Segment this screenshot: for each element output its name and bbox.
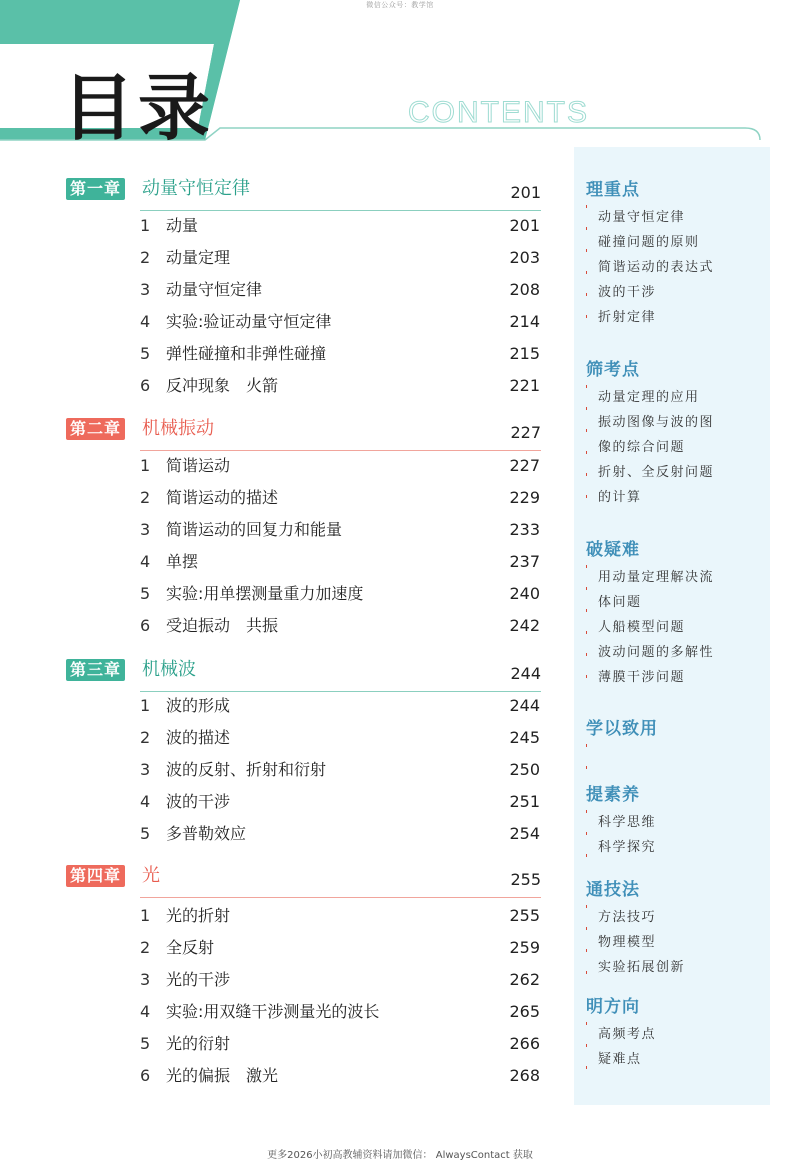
sidebar-item: 简谐运动的表达式 <box>598 260 715 275</box>
entry-page: 250 <box>509 760 540 779</box>
entry-title: 动量定理 <box>166 248 231 267</box>
entry-page: 259 <box>509 938 540 957</box>
toc-entry[interactable] <box>140 1000 540 1024</box>
sidebar-item: 波动问题的多解性 <box>598 645 715 660</box>
chapter-page: 255 <box>510 870 541 889</box>
chapter-divider <box>140 691 541 692</box>
entry-page: 203 <box>509 248 540 267</box>
entry-title: 波的形成 <box>166 696 231 715</box>
sidebar-item: 像的综合问题 <box>598 440 686 455</box>
chapter-divider <box>140 450 541 451</box>
entry-page: 208 <box>509 280 540 299</box>
toc-entry[interactable] <box>140 904 540 928</box>
entry-number: 3 <box>140 760 151 779</box>
entry-page: 251 <box>509 792 540 811</box>
toc-entry[interactable] <box>140 582 540 606</box>
entry-number: 4 <box>140 1002 151 1021</box>
toc-entry[interactable] <box>140 1064 540 1088</box>
entry-title: 光的折射 <box>166 906 231 925</box>
entry-number: 1 <box>140 456 151 475</box>
sidebar-item: 物理模型 <box>598 935 657 950</box>
entry-page: 221 <box>509 376 540 395</box>
toc-entry[interactable] <box>140 614 540 638</box>
footer-note: 更多2026小初高教辅资料请加微信： AlwaysContact 获取 <box>267 1150 533 1161</box>
toc-entry[interactable] <box>140 968 540 992</box>
sidebar-heading: 提素养 <box>586 785 640 805</box>
entry-page: 266 <box>509 1034 540 1053</box>
entry-page: 254 <box>509 824 540 843</box>
entry-number: 5 <box>140 344 151 363</box>
sidebar-item: 折射、全反射问题 <box>598 465 715 480</box>
entry-number: 2 <box>140 938 151 957</box>
sidebar-accent-line <box>586 810 587 860</box>
entry-page: 262 <box>509 970 540 989</box>
sidebar-item: 疑难点 <box>598 1052 642 1067</box>
entry-number: 2 <box>140 728 151 747</box>
contents-subtitle: CONTENTS <box>408 96 589 129</box>
sidebar-heading: 通技法 <box>586 880 640 900</box>
entry-page: 237 <box>509 552 540 571</box>
entry-title: 单摆 <box>166 552 199 571</box>
toc-entry[interactable] <box>140 310 540 334</box>
toc-entry[interactable] <box>140 822 540 846</box>
entry-title: 波的反射、折射和衍射 <box>166 760 327 779</box>
sidebar-accent-line <box>586 905 587 980</box>
entry-title: 实验:用双缝干涉测量光的波长 <box>166 1002 380 1021</box>
entry-title: 波的描述 <box>166 728 231 747</box>
toc-entry[interactable] <box>140 694 540 718</box>
entry-number: 6 <box>140 616 151 635</box>
entry-title: 反冲现象 火箭 <box>166 376 279 395</box>
toc-entry[interactable] <box>140 486 540 510</box>
toc-entry[interactable] <box>140 374 540 398</box>
entry-number: 5 <box>140 824 151 843</box>
sidebar-item: 碰撞问题的原则 <box>598 235 700 250</box>
chapter-page: 201 <box>510 183 541 202</box>
chapter-title: 机械波 <box>142 659 196 680</box>
toc-entry[interactable] <box>140 278 540 302</box>
entry-page: 244 <box>509 696 540 715</box>
entry-page: 215 <box>509 344 540 363</box>
sidebar-item: 薄膜干涉问题 <box>598 670 686 685</box>
entry-title: 动量守恒定律 <box>166 280 263 299</box>
entry-title: 弹性碰撞和非弹性碰撞 <box>166 344 327 363</box>
entry-number: 2 <box>140 248 151 267</box>
entry-title: 光的干涉 <box>166 970 231 989</box>
entry-number: 1 <box>140 696 151 715</box>
entry-number: 3 <box>140 970 151 989</box>
chapter-divider <box>140 897 541 898</box>
chapter-badge: 第一章 <box>66 178 125 200</box>
entry-title: 实验:用单摆测量重力加速度 <box>166 584 364 603</box>
entry-title: 全反射 <box>166 938 215 957</box>
entry-page: 245 <box>509 728 540 747</box>
chapter-badge: 第四章 <box>66 865 125 887</box>
entry-number: 5 <box>140 584 151 603</box>
chapter-title: 动量守恒定律 <box>142 178 250 199</box>
entry-number: 6 <box>140 376 151 395</box>
sidebar-item: 振动图像与波的图 <box>598 415 715 430</box>
entry-title: 简谐运动的描述 <box>166 488 279 507</box>
sidebar-item: 科学思维 <box>598 815 657 830</box>
entry-number: 4 <box>140 312 151 331</box>
sidebar-item: 波的干涉 <box>598 285 657 300</box>
entry-page: 265 <box>509 1002 540 1021</box>
sidebar-heading: 理重点 <box>586 180 640 200</box>
chapter-heading[interactable] <box>66 649 541 683</box>
entry-title: 光的衍射 <box>166 1034 231 1053</box>
entry-title: 实验:验证动量守恒定律 <box>166 312 332 331</box>
toc-entry[interactable] <box>140 550 540 574</box>
page-title: 目录 <box>62 66 215 150</box>
toc-entry[interactable] <box>140 758 540 782</box>
top-note: 微信公众号：教学馆 <box>366 1 434 9</box>
toc-entry[interactable] <box>140 936 540 960</box>
toc-entry[interactable] <box>140 214 540 238</box>
toc-entry[interactable] <box>140 518 540 542</box>
sidebar-heading: 学以致用 <box>586 719 658 739</box>
sidebar-accent-line <box>586 385 587 510</box>
chapter-title: 机械振动 <box>142 418 214 439</box>
sidebar-item: 科学探究 <box>598 840 657 855</box>
entry-page: 255 <box>509 906 540 925</box>
toc-entry[interactable] <box>140 726 540 750</box>
sidebar-item: 动量守恒定律 <box>598 210 686 225</box>
toc-entry[interactable] <box>140 790 540 814</box>
toc-entry[interactable] <box>140 246 540 270</box>
entry-number: 2 <box>140 488 151 507</box>
sidebar-accent-line <box>586 205 587 330</box>
sidebar-item: 体问题 <box>598 595 642 610</box>
chapter-heading[interactable] <box>66 168 541 202</box>
entry-number: 5 <box>140 1034 151 1053</box>
toc-entry[interactable] <box>140 342 540 366</box>
chapter-divider <box>140 210 541 211</box>
entry-number: 4 <box>140 792 151 811</box>
entry-title: 简谐运动 <box>166 456 231 475</box>
toc-entry[interactable] <box>140 454 540 478</box>
sidebar-item: 动量定理的应用 <box>598 390 700 405</box>
sidebar-heading: 筛考点 <box>586 360 640 380</box>
sidebar-item: 人船模型问题 <box>598 620 686 635</box>
sidebar-item: 的计算 <box>598 490 642 505</box>
entry-page: 240 <box>509 584 540 603</box>
sidebar-item: 方法技巧 <box>598 910 657 925</box>
entry-number: 1 <box>140 216 151 235</box>
entry-title: 光的偏振 激光 <box>166 1066 279 1085</box>
sidebar-item: 用动量定理解决流 <box>598 570 715 585</box>
sidebar-heading: 破疑难 <box>586 540 640 560</box>
entry-number: 1 <box>140 906 151 925</box>
entry-title: 受迫振动 共振 <box>166 616 279 635</box>
entry-page: 227 <box>509 456 540 475</box>
sidebar-item: 实验拓展创新 <box>598 960 686 975</box>
entry-page: 201 <box>509 216 540 235</box>
entry-title: 波的干涉 <box>166 792 231 811</box>
toc-entry[interactable] <box>140 1032 540 1056</box>
chapter-heading[interactable] <box>66 408 541 442</box>
study-guide-sidebar <box>574 147 770 1105</box>
entry-page: 268 <box>509 1066 540 1085</box>
chapter-title: 光 <box>142 865 160 886</box>
entry-page: 214 <box>509 312 540 331</box>
entry-title: 动量 <box>166 216 199 235</box>
entry-number: 4 <box>140 552 151 571</box>
sidebar-item: 高频考点 <box>598 1027 657 1042</box>
sidebar-accent-line <box>586 744 587 769</box>
chapter-badge: 第二章 <box>66 418 125 440</box>
chapter-badge: 第三章 <box>66 659 125 681</box>
sidebar-accent-line <box>586 1022 587 1072</box>
entry-number: 3 <box>140 280 151 299</box>
entry-number: 3 <box>140 520 151 539</box>
entry-page: 229 <box>509 488 540 507</box>
chapter-page: 244 <box>510 664 541 683</box>
chapter-page: 227 <box>510 423 541 442</box>
sidebar-heading: 明方向 <box>586 997 640 1017</box>
entry-title: 简谐运动的回复力和能量 <box>166 520 343 539</box>
chapter-heading[interactable] <box>66 855 541 889</box>
entry-page: 233 <box>509 520 540 539</box>
entry-number: 6 <box>140 1066 151 1085</box>
entry-title: 多普勒效应 <box>166 824 247 843</box>
sidebar-item: 折射定律 <box>598 310 657 325</box>
sidebar-accent-line <box>586 565 587 690</box>
entry-page: 242 <box>509 616 540 635</box>
